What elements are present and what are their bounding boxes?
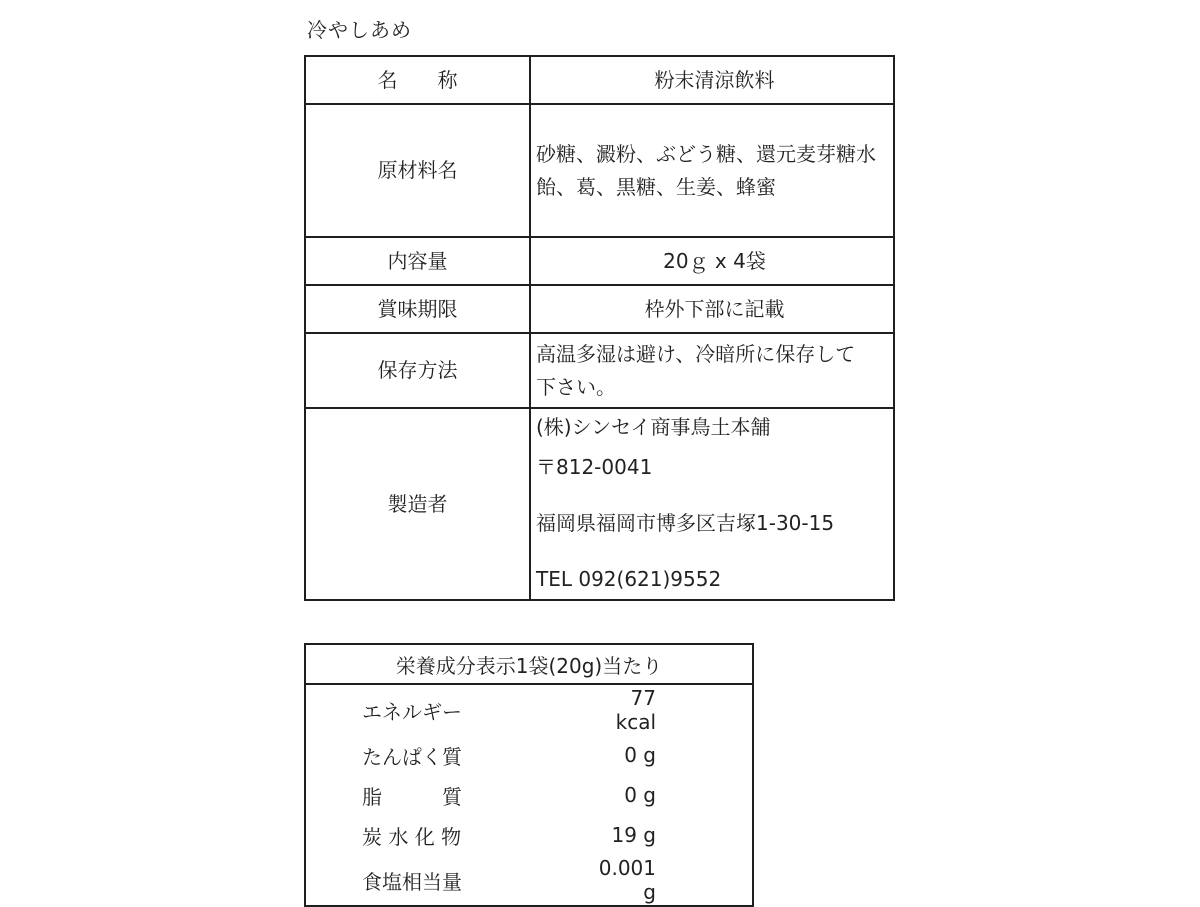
label-head-ingredients: 原材料名 <box>305 104 530 237</box>
label-val-storage <box>530 333 894 408</box>
maker-company: (株)シンセイ商事鳥土本舗 <box>536 415 771 439</box>
label-row-expiry <box>305 285 894 333</box>
label-row-maker <box>305 408 894 600</box>
nutrition-val-protein: 0 g <box>624 743 656 767</box>
label-head-expiry: 賞味期限 <box>305 285 530 333</box>
nutrition-key-carbs: 炭 水 化 物 <box>362 824 462 849</box>
nutrition-heading: 栄養成分表示1袋(20g)当たり <box>305 644 753 684</box>
maker-address: 福岡県福岡市博多区吉塚1-30-15 <box>536 511 835 535</box>
storage-line-1: 高温多湿は避け、冷暗所に保存して <box>536 341 856 366</box>
label-row-name <box>305 56 894 104</box>
nutrition-val-energy: 77 kcal <box>615 686 656 734</box>
nutrition-table <box>304 643 754 907</box>
label-val-maker <box>530 408 894 600</box>
nutrition-row-carbs <box>305 815 753 855</box>
storage-line-2: 下さい。 <box>536 374 616 399</box>
nutrition-heading-row <box>305 644 753 684</box>
nutrition-key-salt: 食塩相当量 <box>362 869 462 894</box>
nutrition-row-protein <box>305 735 753 775</box>
nutrition-key-fat: 脂 質 <box>362 784 462 809</box>
label-head-maker: 製造者 <box>305 408 530 600</box>
label-val-name: 粉末清涼飲料 <box>530 56 894 104</box>
product-label-table <box>304 55 895 601</box>
nutrition-row-fat <box>305 775 753 815</box>
label-val-expiry: 枠外下部に記載 <box>530 285 894 333</box>
label-head-content: 内容量 <box>305 237 530 285</box>
ingredients-line-2: 飴、葛、黒糖、生姜、蜂蜜 <box>536 174 776 199</box>
label-row-storage <box>305 333 894 408</box>
product-title: 冷やしあめ <box>307 18 412 42</box>
maker-postal: 〒812-0041 <box>536 455 653 479</box>
nutrition-val-fat: 0 g <box>624 783 656 807</box>
label-row-content <box>305 237 894 285</box>
label-head-name: 名 称 <box>305 56 530 104</box>
nutrition-val-carbs: 19 g <box>611 823 656 847</box>
nutrition-row-energy <box>305 684 753 735</box>
nutrition-val-salt: 0.001 g <box>598 856 656 904</box>
label-val-ingredients <box>530 104 894 237</box>
label-val-content: 20ｇ x 4袋 <box>530 237 894 285</box>
ingredients-line-1: 砂糖、澱粉、ぶどう糖、還元麦芽糖水 <box>536 141 876 166</box>
maker-tel: TEL 092(621)9552 <box>536 567 722 591</box>
nutrition-row-salt <box>305 855 753 906</box>
label-row-ingredients <box>305 104 894 237</box>
label-head-storage: 保存方法 <box>305 333 530 408</box>
nutrition-key-protein: たんぱく質 <box>362 744 462 769</box>
nutrition-key-energy: エネルギー <box>362 699 462 724</box>
